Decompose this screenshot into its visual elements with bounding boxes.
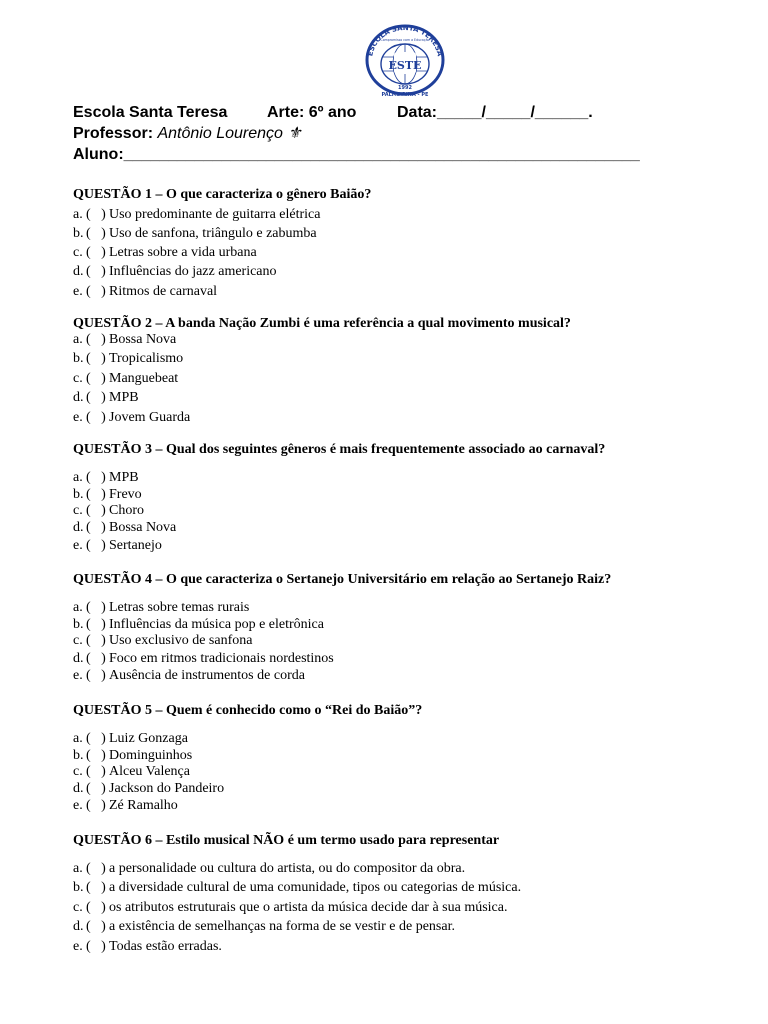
option-text: Frevo bbox=[109, 487, 142, 502]
option-letter: c. bbox=[73, 900, 83, 915]
question-title: QUESTÃO 2 – A banda Nação Zumbi é uma referência a qual movimento musical? bbox=[73, 316, 571, 331]
option-text: Sertanejo bbox=[109, 538, 162, 553]
subject-grade: Arte: 6º ano bbox=[267, 104, 357, 121]
option-letter: e. bbox=[73, 284, 83, 299]
option-text: Zé Ramalho bbox=[109, 798, 178, 813]
answer-blank[interactable]: ( ) bbox=[86, 748, 106, 763]
answer-option[interactable] bbox=[73, 780, 224, 798]
answer-option[interactable] bbox=[73, 938, 222, 956]
option-text: Ritmos de carnaval bbox=[109, 284, 218, 299]
answer-option[interactable] bbox=[73, 389, 139, 407]
header-line-1 bbox=[73, 103, 593, 123]
option-text: Choro bbox=[109, 503, 144, 518]
logo-year: 1992 bbox=[398, 85, 412, 91]
answer-option[interactable] bbox=[73, 650, 334, 668]
question-title: QUESTÃO 4 – O que caracteriza o Sertanejo Universitário em relação ao Sertanejo Raiz? bbox=[73, 572, 612, 587]
date-field[interactable]: Data:_____/_____/______. bbox=[397, 104, 593, 121]
answer-option[interactable] bbox=[73, 763, 190, 781]
answer-option[interactable] bbox=[73, 469, 139, 487]
answer-option[interactable] bbox=[73, 918, 455, 936]
answer-blank[interactable]: ( ) bbox=[86, 919, 106, 934]
answer-option[interactable] bbox=[73, 879, 521, 897]
question-title: QUESTÃO 6 – Estilo musical NÃO é um termo usado para representar bbox=[73, 833, 500, 848]
answer-option[interactable] bbox=[73, 283, 217, 301]
option-letter: a. bbox=[73, 332, 83, 347]
answer-blank[interactable]: ( ) bbox=[86, 633, 106, 648]
question-title: QUESTÃO 3 – Qual dos seguintes gêneros é mais frequentemente associado ao carnaval? bbox=[73, 442, 606, 457]
option-letter: c. bbox=[73, 245, 83, 260]
option-text: Jackson do Pandeiro bbox=[109, 781, 225, 796]
logo-motto: Compromisso com a Educação bbox=[380, 38, 430, 42]
option-text: Uso predominante de guitarra elétrica bbox=[109, 207, 321, 222]
answer-blank[interactable]: ( ) bbox=[86, 939, 106, 954]
answer-blank[interactable]: ( ) bbox=[86, 668, 106, 683]
answer-option[interactable] bbox=[73, 206, 320, 224]
option-text: Influências do jazz americano bbox=[109, 264, 277, 279]
student-field[interactable] bbox=[73, 145, 640, 165]
answer-blank[interactable]: ( ) bbox=[86, 900, 106, 915]
logo-ring-text: ESCOLA SANTA TERESA bbox=[366, 23, 444, 57]
option-letter: d. bbox=[73, 651, 84, 666]
option-text: Alceu Valença bbox=[109, 764, 190, 779]
option-text: Uso exclusivo de sanfona bbox=[109, 633, 253, 648]
option-letter: b. bbox=[73, 351, 84, 366]
answer-blank[interactable]: ( ) bbox=[86, 617, 106, 632]
option-letter: a. bbox=[73, 470, 83, 485]
option-letter: e. bbox=[73, 538, 83, 553]
option-text: Letras sobre a vida urbana bbox=[109, 245, 257, 260]
option-text: Tropicalismo bbox=[109, 351, 184, 366]
logo-initials: ESTE bbox=[388, 59, 422, 72]
question-title: QUESTÃO 1 – O que caracteriza o gênero Baião? bbox=[73, 187, 372, 202]
student-label[interactable]: Aluno:__________________________________________________________ bbox=[73, 146, 640, 163]
option-letter: b. bbox=[73, 880, 84, 895]
option-letter: e. bbox=[73, 798, 83, 813]
option-letter: a. bbox=[73, 861, 83, 876]
answer-option[interactable] bbox=[73, 502, 144, 520]
answer-blank[interactable]: ( ) bbox=[86, 538, 106, 553]
school-name: Escola Santa Teresa bbox=[73, 104, 228, 121]
answer-blank[interactable]: ( ) bbox=[86, 520, 106, 535]
answer-blank[interactable]: ( ) bbox=[86, 410, 106, 425]
option-text: Dominguinhos bbox=[109, 748, 193, 763]
option-text: MPB bbox=[109, 390, 139, 405]
option-text: Todas estão erradas. bbox=[109, 939, 222, 954]
option-text: Letras sobre temas rurais bbox=[109, 600, 250, 615]
answer-option[interactable] bbox=[73, 797, 178, 815]
option-text: Uso de sanfona, triângulo e zabumba bbox=[109, 226, 317, 241]
answer-option[interactable] bbox=[73, 537, 162, 555]
answer-option[interactable] bbox=[73, 632, 252, 650]
answer-blank[interactable]: ( ) bbox=[86, 861, 106, 876]
option-letter: d. bbox=[73, 264, 84, 279]
professor-name: Antônio Lourenço ⚜ bbox=[157, 125, 302, 142]
option-letter: d. bbox=[73, 520, 84, 535]
option-text: Influências da música pop e eletrônica bbox=[109, 617, 324, 632]
option-letter: a. bbox=[73, 731, 83, 746]
answer-option[interactable] bbox=[73, 519, 176, 537]
option-letter: b. bbox=[73, 617, 84, 632]
answer-blank[interactable]: ( ) bbox=[86, 487, 106, 502]
option-text: Foco em ritmos tradicionais nordestinos bbox=[109, 651, 334, 666]
option-text: a diversidade cultural de uma comunidade, tipos ou categorias de música. bbox=[109, 880, 522, 895]
option-text: Luiz Gonzaga bbox=[109, 731, 188, 746]
answer-blank[interactable]: ( ) bbox=[86, 781, 106, 796]
answer-blank[interactable]: ( ) bbox=[86, 651, 106, 666]
school-logo bbox=[363, 22, 447, 98]
answer-option[interactable] bbox=[73, 860, 465, 878]
answer-blank[interactable]: ( ) bbox=[86, 390, 106, 405]
answer-option[interactable] bbox=[73, 244, 257, 262]
answer-blank[interactable]: ( ) bbox=[86, 264, 106, 279]
answer-blank[interactable]: ( ) bbox=[86, 798, 106, 813]
answer-blank[interactable]: ( ) bbox=[86, 226, 106, 241]
option-text: Jovem Guarda bbox=[109, 410, 191, 425]
answer-option[interactable] bbox=[73, 263, 277, 281]
answer-blank[interactable]: ( ) bbox=[86, 351, 106, 366]
option-text: Manguebeat bbox=[109, 371, 179, 386]
answer-blank[interactable]: ( ) bbox=[86, 371, 106, 386]
answer-blank[interactable]: ( ) bbox=[86, 731, 106, 746]
option-letter: c. bbox=[73, 764, 83, 779]
option-text: os atributos estruturais que o artista da música decide dar à sua música. bbox=[109, 900, 508, 915]
option-text: a personalidade ou cultura do artista, ou do compositor da obra. bbox=[109, 861, 466, 876]
answer-blank[interactable]: ( ) bbox=[86, 470, 106, 485]
header-line-2 bbox=[73, 124, 302, 144]
option-text: Ausência de instrumentos de corda bbox=[109, 668, 305, 683]
question-title: QUESTÃO 5 – Quem é conhecido como o “Rei do Baião”? bbox=[73, 703, 423, 718]
answer-blank[interactable]: ( ) bbox=[86, 880, 106, 895]
option-letter: e. bbox=[73, 410, 83, 425]
option-text: Bossa Nova bbox=[109, 520, 177, 535]
answer-option[interactable] bbox=[73, 225, 317, 243]
answer-option[interactable] bbox=[73, 667, 305, 685]
answer-blank[interactable]: ( ) bbox=[86, 764, 106, 779]
professor-label: Professor: bbox=[73, 125, 154, 142]
option-letter: c. bbox=[73, 503, 83, 518]
logo-city: PALMEIRINA - PE bbox=[381, 92, 429, 98]
answer-option[interactable] bbox=[73, 350, 183, 368]
option-letter: c. bbox=[73, 371, 83, 386]
option-letter: b. bbox=[73, 226, 84, 241]
answer-blank[interactable]: ( ) bbox=[86, 207, 106, 222]
answer-blank[interactable]: ( ) bbox=[86, 503, 106, 518]
option-letter: d. bbox=[73, 390, 84, 405]
answer-blank[interactable]: ( ) bbox=[86, 284, 106, 299]
option-letter: b. bbox=[73, 748, 84, 763]
option-letter: a. bbox=[73, 207, 83, 222]
option-text: Bossa Nova bbox=[109, 332, 177, 347]
answer-blank[interactable]: ( ) bbox=[86, 600, 106, 615]
answer-blank[interactable]: ( ) bbox=[86, 332, 106, 347]
option-letter: c. bbox=[73, 633, 83, 648]
option-letter: d. bbox=[73, 781, 84, 796]
option-text: MPB bbox=[109, 470, 139, 485]
answer-option[interactable] bbox=[73, 370, 178, 388]
answer-blank[interactable]: ( ) bbox=[86, 245, 106, 260]
answer-option[interactable] bbox=[73, 899, 508, 917]
answer-option[interactable] bbox=[73, 331, 176, 349]
answer-option[interactable] bbox=[73, 599, 249, 617]
option-letter: a. bbox=[73, 600, 83, 615]
option-letter: b. bbox=[73, 487, 84, 502]
option-letter: e. bbox=[73, 668, 83, 683]
option-letter: d. bbox=[73, 919, 84, 934]
option-text: a existência de semelhanças na forma de se vestir e de pensar. bbox=[109, 919, 455, 934]
answer-option[interactable] bbox=[73, 730, 188, 748]
answer-option[interactable] bbox=[73, 409, 190, 427]
option-letter: e. bbox=[73, 939, 83, 954]
